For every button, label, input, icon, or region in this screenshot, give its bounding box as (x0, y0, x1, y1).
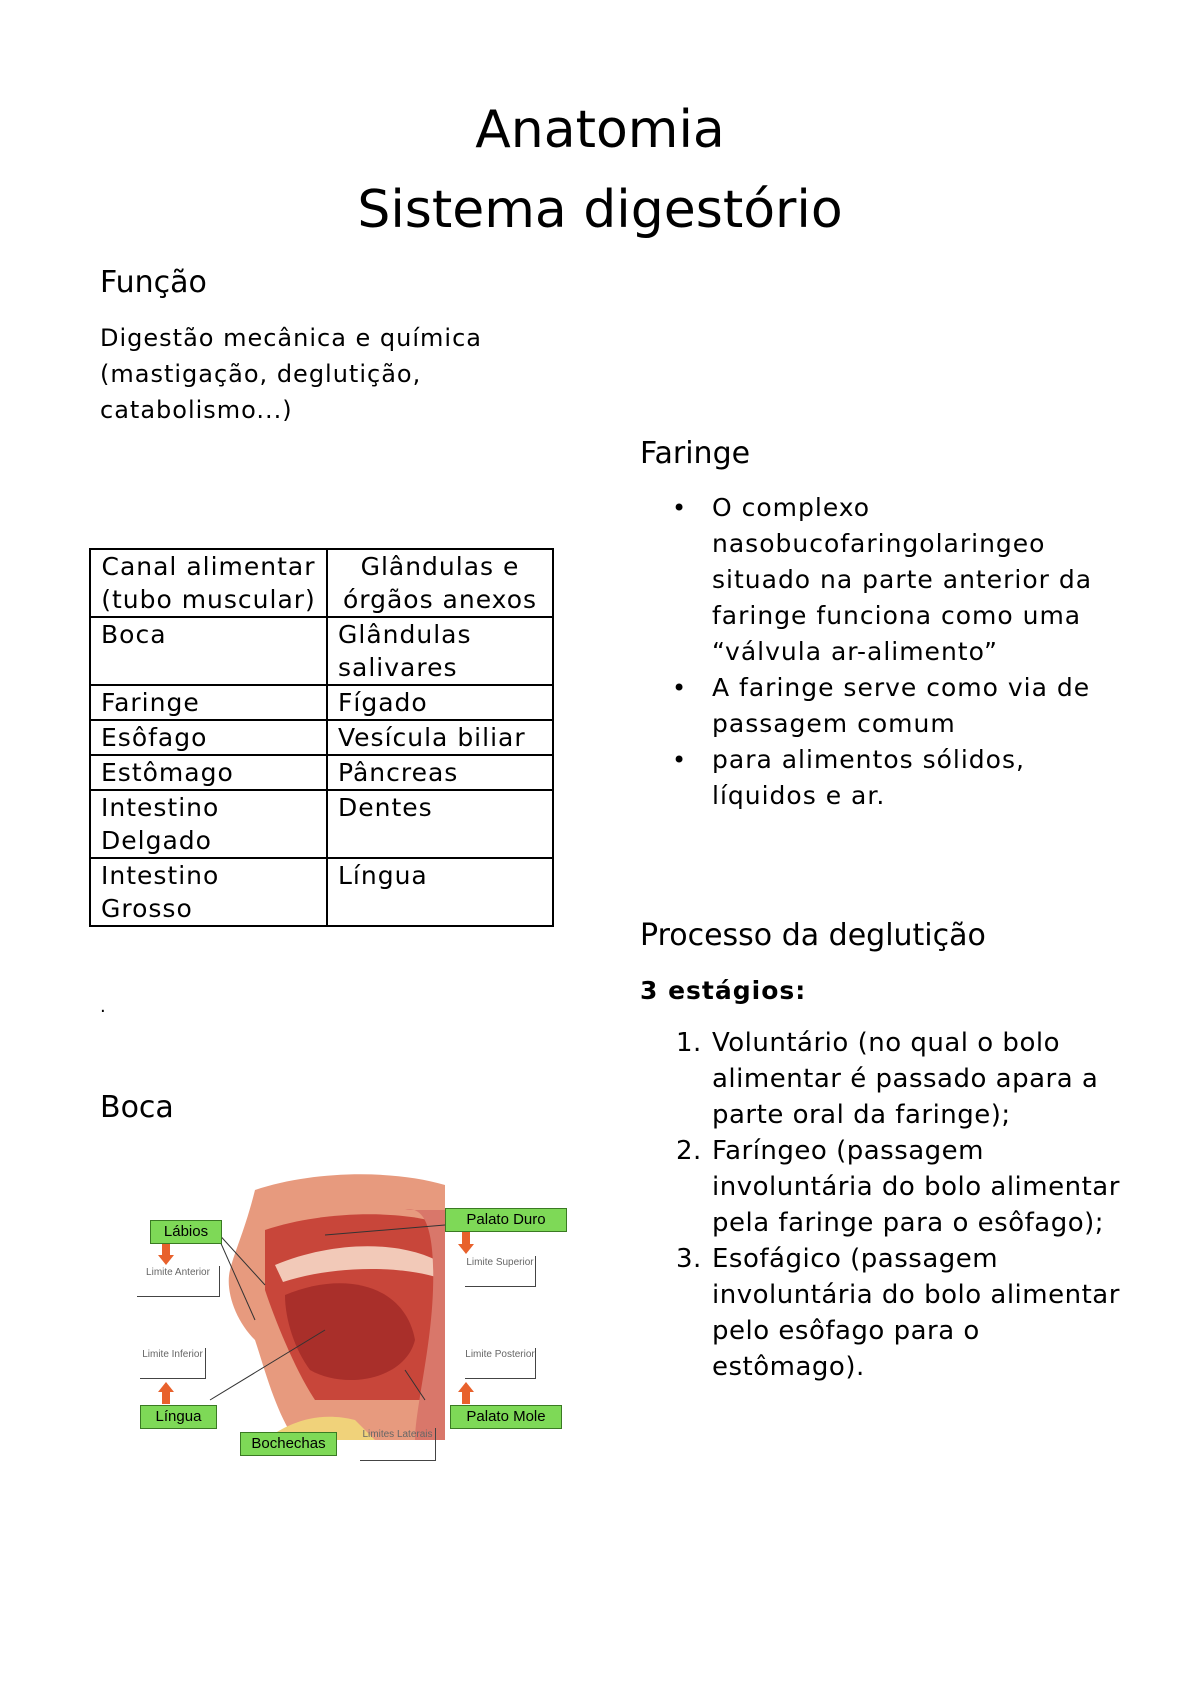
label-labios: Lábios (150, 1220, 222, 1244)
page-title: Anatomia (475, 100, 725, 160)
table-row (90, 790, 553, 858)
table-header-cell: Canal alimentar (tubo muscular) (90, 549, 327, 617)
stage-text: Esofágico (passagem involuntária do bolo alimentar pelo esôfago para o estômago). (712, 1244, 1120, 1382)
mouth-anatomy-figure (115, 1170, 595, 1470)
list-item (640, 1241, 1120, 1385)
table-row (90, 720, 553, 755)
label-limite-superior: Limite Superior (465, 1256, 536, 1287)
list-item: • para alimentos sólidos, líquidos e ar. (640, 742, 1120, 814)
table-note: . (100, 996, 106, 1017)
label-limite-inferior: Limite Inferior (140, 1348, 206, 1379)
funcao-text (100, 320, 482, 428)
funcao-heading: Função (100, 265, 207, 300)
degluticao-stages-list (640, 1025, 1120, 1385)
table-cell: Intestino Delgado (90, 790, 327, 858)
table-cell: Esôfago (90, 720, 327, 755)
arrow-down-icon (158, 1255, 174, 1265)
table-cell: Glândulas salivares (327, 617, 553, 685)
label-bochechas: Bochechas (240, 1432, 337, 1456)
label-limite-anterior: Limite Anterior (137, 1266, 220, 1297)
table-row (90, 858, 553, 926)
arrow-up-icon (162, 1392, 170, 1404)
list-item: • O complexo nasobucofaringolaringeo situado na parte anterior da faringe funciona como uma “válvula ar-alimento” (640, 490, 1120, 670)
arrow-down-icon (458, 1244, 474, 1254)
table-cell: Dentes (327, 790, 553, 858)
table-row (90, 755, 553, 790)
arrow-down-icon (162, 1243, 170, 1255)
stage-number: 3. (676, 1244, 702, 1274)
label-palato-mole: Palato Mole (450, 1405, 562, 1429)
degluticao-heading: Processo da deglutição (640, 918, 986, 953)
arrow-up-icon (458, 1382, 474, 1392)
table-header-cell: Glândulas e órgãos anexos (327, 549, 553, 617)
funcao-line: catabolismo...) (100, 396, 293, 424)
stage-text: Voluntário (no qual o bolo alimentar é passado apara a parte oral da faringe); (712, 1028, 1099, 1130)
table-cell: Intestino Grosso (90, 858, 327, 926)
table-cell: Boca (90, 617, 327, 685)
label-limite-posterior: Limite Posterior (465, 1348, 536, 1379)
boca-heading: Boca (100, 1090, 174, 1125)
degluticao-subheading: 3 estágios: (640, 976, 807, 1005)
label-palato-duro: Palato Duro (445, 1208, 567, 1232)
label-limites-laterais: Limites Laterais (360, 1428, 436, 1461)
arrow-down-icon (462, 1232, 470, 1244)
organ-table (89, 548, 554, 927)
stage-number: 2. (676, 1136, 702, 1166)
table-cell: Fígado (327, 685, 553, 720)
table-row (90, 617, 553, 685)
table-cell: Pâncreas (327, 755, 553, 790)
table-cell: Estômago (90, 755, 327, 790)
table-cell: Língua (327, 858, 553, 926)
list-item: • A faringe serve como via de passagem comum (640, 670, 1120, 742)
funcao-line: Digestão mecânica e química (100, 324, 482, 352)
stage-number: 1. (676, 1028, 702, 1058)
faringe-bullet-list (640, 490, 1120, 814)
table-row (90, 685, 553, 720)
list-item (640, 1025, 1120, 1133)
table-header-row (90, 549, 553, 617)
label-lingua: Língua (140, 1405, 217, 1429)
table-cell: Faringe (90, 685, 327, 720)
arrow-up-icon (462, 1392, 470, 1404)
stage-text: Faríngeo (passagem involuntária do bolo alimentar pela faringe para o esôfago); (712, 1136, 1120, 1238)
funcao-line: (mastigação, deglutição, (100, 360, 422, 388)
faringe-heading: Faringe (640, 436, 751, 471)
list-item (640, 1133, 1120, 1241)
arrow-up-icon (158, 1382, 174, 1392)
page-subtitle: Sistema digestório (357, 180, 843, 240)
table-cell: Vesícula biliar (327, 720, 553, 755)
